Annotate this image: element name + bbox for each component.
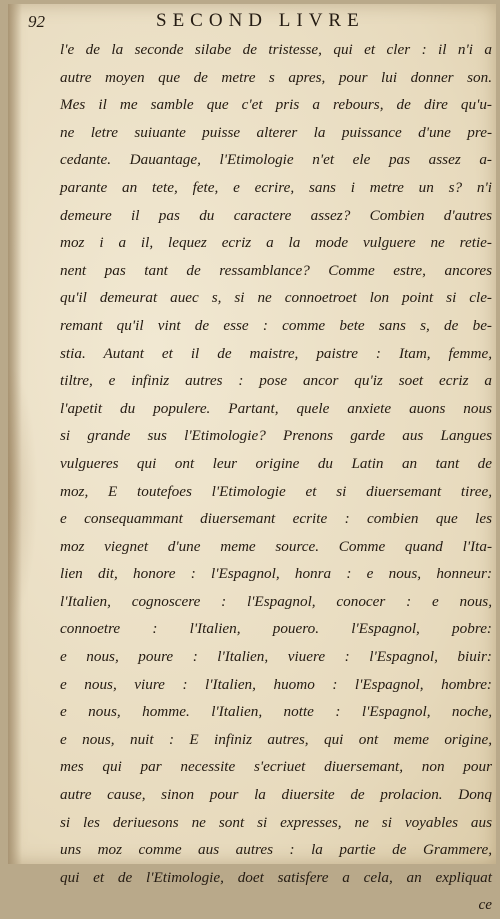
text-line: tiltre, e infiniz autres : pose ancor qu'iz soet ecriz a [60,372,492,390]
page-header [28,10,488,36]
text-line: e nous, poure : l'Italien, viuere : l'Espagnol, biuir: [60,648,492,666]
text-line: moz i a il, lequez ecriz a la mode vulguere ne retie- [60,234,492,252]
text-line: moz, E toutefoes l'Etimologie et si diuersemant tiree, [60,482,492,500]
paper-stain [8,364,38,624]
text-line: mes qui par necessite s'ecriuet diuersemant, non pour [60,758,492,776]
text-line: moz viegnet d'une meme source. Comme quand l'Ita- [60,537,492,555]
text-line: l'e de la seconde silabe de tristesse, qui et cler : il n'i a [60,41,492,58]
text-line: cedante. Dauantage, l'Etimologie n'et ele pas assez a- [60,151,492,169]
page-number: 92 [28,12,45,31]
catchword: ce [478,896,492,914]
book-page [8,4,496,914]
text-line: qui et de l'Etimologie, doet satisfere a cela, an expliquat [60,868,492,886]
text-line: autre moyen que de metre s apres, pour lui donner son. [60,68,492,86]
text-line: demeure il pas du caractere assez? Combien d'autres [60,206,492,224]
text-line: parante an tete, fete, e ecrire, sans i metre un s? n'i [60,178,492,196]
text-line: stia. Autant et il de maistre, paistre : Itam, femme, [60,344,492,362]
text-line: e consequammant diuersemant ecrite : combien que les [60,510,492,528]
text-line: si grande sus l'Etimologie? Prenons garde aus Langues [60,427,492,445]
text-line: l'apetit du populere. Partant, quele anxiete auons nous [60,399,492,417]
text-line: ne letre suiuante puisse alterer la puissance d'une pre- [60,123,492,141]
running-head: SECOND LIVRE [156,10,365,31]
text-line: nent pas tant de ressamblance? Comme estre, ancores [60,261,492,279]
text-line: Mes il me samble que c'et pris a rebours, de dire qu'u- [60,96,492,114]
text-line: vulgueres qui ont leur origine du Latin an tant de [60,454,492,472]
text-line: e nous, viure : l'Italien, huomo : l'Espagnol, hombre: [60,675,492,693]
text-line: si les deriuesons ne sont si expresses, ne si voyables aus [60,813,492,831]
text-line: l'Italien, cognoscere : l'Espagnol, conocer : e nous, [60,592,492,610]
text-line: uns moz comme aus autres : la partie de Grammere, [60,841,492,859]
text-line: e nous, nuit : E infiniz autres, qui ont meme origine, [60,730,492,748]
text-line: connoetre : l'Italien, pouero. l'Espagnol, pobre: [60,620,492,638]
text-line: autre cause, sinon pour la diuersite de prolacion. Donq [60,786,492,804]
text-line: e nous, homme. l'Italien, notte : l'Espagnol, noche, [60,703,492,721]
text-line: lien dit, honore : l'Espagnol, honra : e nous, honneur: [60,565,492,583]
text-body [60,36,492,919]
text-line: qu'il demeurat auec s, si ne connoetroet lon point si cle- [60,289,492,307]
text-line: remant qu'il vint de esse : comme bete sans s, de be- [60,316,492,334]
